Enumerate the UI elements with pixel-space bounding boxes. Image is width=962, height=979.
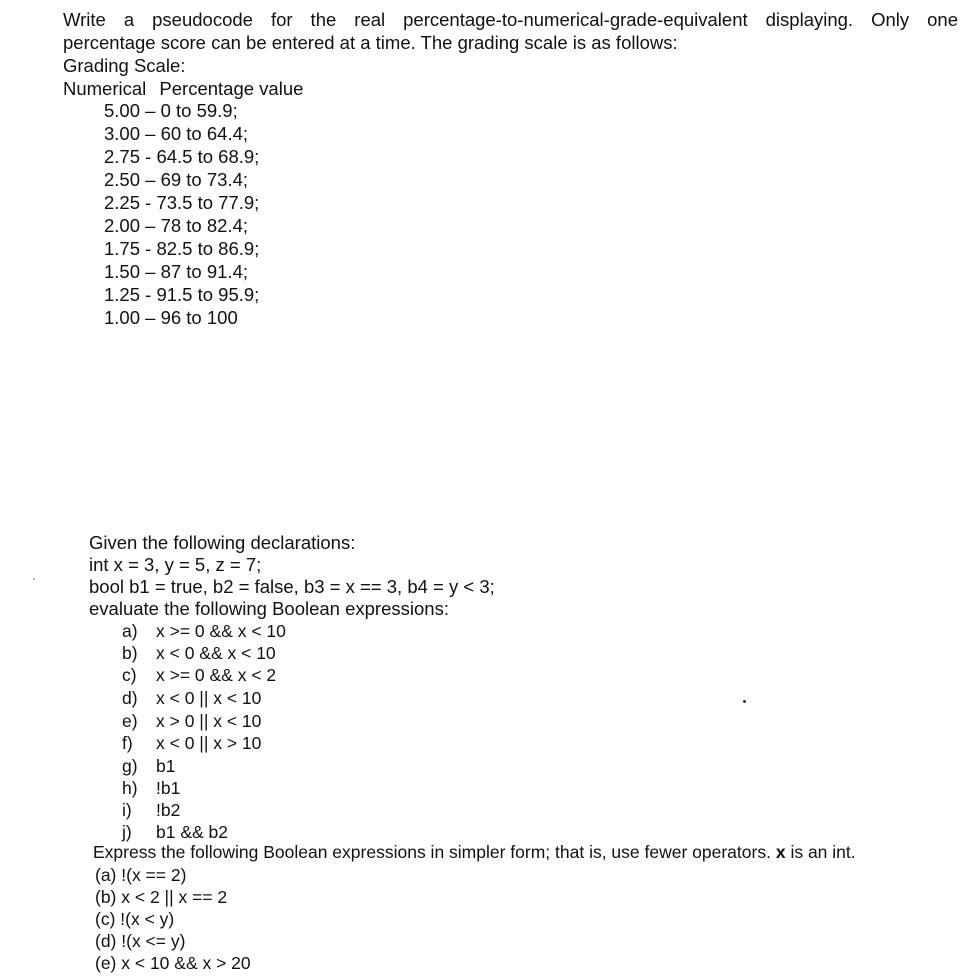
simplify-item: (a) !(x == 2) bbox=[95, 865, 187, 885]
scale-row: 2.25 - 73.5 to 77.9; bbox=[104, 192, 260, 213]
scan-speck bbox=[743, 700, 746, 703]
problem3-variable: x bbox=[775, 842, 786, 862]
expression-item bbox=[122, 667, 276, 685]
expression-label: b) bbox=[122, 643, 138, 663]
expression-item bbox=[122, 824, 228, 842]
problem2-line: int x = 3, y = 5, z = 7; bbox=[89, 554, 262, 575]
problem1-intro-line1: Write a pseudocode for the real percentage-to-numerical-grade-equivalent displaying. Only one bbox=[63, 9, 958, 30]
column-numerical: Numerical bbox=[63, 78, 147, 99]
expression-item bbox=[122, 623, 286, 641]
problem3-intro-end: is an int. bbox=[790, 842, 856, 862]
scan-speck bbox=[33, 578, 35, 580]
expression-label: e) bbox=[122, 711, 138, 731]
expression-text: !b1 bbox=[156, 778, 181, 798]
problem1-intro-line2: percentage score can be entered at a time. The grading scale is as follows: bbox=[63, 32, 678, 53]
expression-text: x > 0 || x < 10 bbox=[156, 711, 262, 731]
expression-text: !b2 bbox=[156, 800, 181, 820]
expression-item bbox=[122, 758, 175, 776]
expression-item bbox=[122, 802, 180, 820]
expression-item bbox=[122, 735, 261, 753]
scale-row: 3.00 – 60 to 64.4; bbox=[104, 123, 249, 144]
scale-row: 1.50 – 87 to 91.4; bbox=[104, 261, 249, 282]
expression-label: d) bbox=[122, 688, 138, 708]
expression-text: x < 0 || x < 10 bbox=[156, 688, 262, 708]
expression-label: i) bbox=[122, 800, 132, 820]
expression-item bbox=[122, 645, 276, 663]
scale-row: 2.75 - 64.5 to 68.9; bbox=[104, 146, 260, 167]
expression-label: j) bbox=[122, 822, 132, 842]
expression-label: a) bbox=[122, 621, 138, 641]
simplify-item: (e) x < 10 && x > 20 bbox=[95, 953, 251, 973]
expression-label: f) bbox=[122, 733, 133, 753]
problem2-intro bbox=[89, 532, 495, 620]
scale-row: 1.75 - 82.5 to 86.9; bbox=[104, 238, 260, 259]
scale-row: 2.00 – 78 to 82.4; bbox=[104, 215, 249, 236]
expression-text: x < 0 || x > 10 bbox=[156, 733, 262, 753]
expression-label: c) bbox=[122, 665, 137, 685]
problem2-line: evaluate the following Boolean expressions: bbox=[89, 598, 449, 619]
scale-row: 1.25 - 91.5 to 95.9; bbox=[104, 284, 260, 305]
grading-scale-heading: Grading Scale: bbox=[63, 55, 186, 76]
expression-label: g) bbox=[122, 756, 138, 776]
scale-row: 2.50 – 69 to 73.4; bbox=[104, 169, 249, 190]
problem2-line: Given the following declarations: bbox=[89, 532, 356, 553]
problem3-intro bbox=[93, 844, 856, 862]
simplify-item: (c) !(x < y) bbox=[95, 909, 175, 929]
scale-row: 5.00 – 0 to 59.9; bbox=[104, 100, 238, 121]
expression-label: h) bbox=[122, 778, 138, 798]
expression-text: b1 bbox=[156, 756, 176, 776]
grading-scale-columns bbox=[63, 77, 958, 100]
expression-item bbox=[122, 713, 261, 731]
simplify-item: (d) !(x <= y) bbox=[95, 931, 186, 951]
simplify-item: (b) x < 2 || x == 2 bbox=[95, 887, 228, 907]
expression-text: x < 0 && x < 10 bbox=[156, 643, 276, 663]
scale-row: 1.00 – 96 to 100 bbox=[104, 307, 238, 328]
expression-item bbox=[122, 690, 261, 708]
problem2-line: bool b1 = true, b2 = false, b3 = x == 3, b4 = y < 3; bbox=[89, 576, 495, 597]
expression-item bbox=[122, 780, 180, 798]
problem1-intro bbox=[63, 8, 958, 100]
expression-text: x >= 0 && x < 10 bbox=[156, 621, 286, 641]
problem3-intro-text: Express the following Boolean expressions in simpler form; that is, use fewer operators. bbox=[93, 842, 771, 862]
expression-text: x >= 0 && x < 2 bbox=[156, 665, 277, 685]
expression-text: b1 && b2 bbox=[156, 822, 228, 842]
column-percentage: Percentage value bbox=[159, 78, 304, 99]
